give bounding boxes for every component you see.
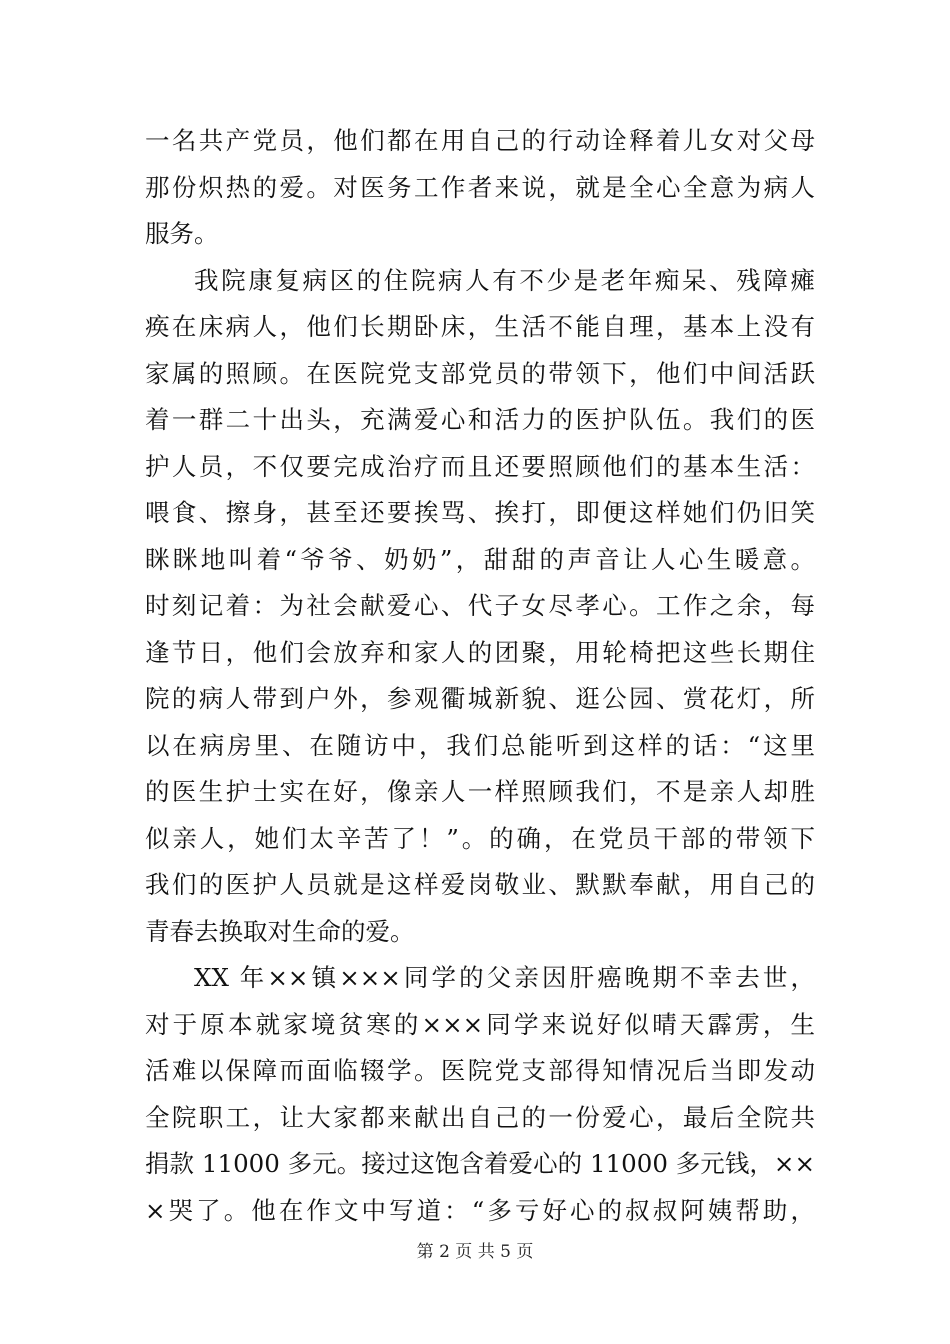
paragraph-first-line: XX 年××镇×××同学的父亲因肝癌晚期不幸去世， (194, 963, 815, 992)
text-line: 痪在床病人，他们长期卧床，生活不能自理，基本上没有 (145, 312, 815, 341)
text-line: 捐款 11000 多元。接过这饱含着爱心的 11000 多元钱，×× (145, 1149, 815, 1178)
text-line: 护人员，不仅要完成治疗而且还要照顾他们的基本生活： (145, 451, 815, 481)
text-line: 着一群二十出头，充满爱心和活力的医护队伍。我们的医 (145, 405, 815, 434)
text-line: 家属的照顾。在医院党支部党员的带领下，他们中间活跃 (145, 358, 815, 388)
text-line: 的医生护士实在好，像亲人一样照顾我们，不是亲人却胜 (145, 777, 815, 806)
text-line: 对于原本就家境贫寒的×××同学来说好似晴天霹雳，生 (145, 1009, 815, 1039)
text-line: 逢节日，他们会放弃和家人的团聚，用轮椅把这些长期住 (145, 637, 815, 667)
text-line: 时刻记着：为社会献爱心、代子女尽孝心。工作之余，每 (145, 591, 815, 620)
page-number-footer: 第 2 页 共 5 页 (416, 1242, 534, 1262)
text-line: 以在病房里、在随访中，我们总能听到这样的话：“这里 (145, 730, 815, 760)
text-line: 服务。 (145, 219, 219, 248)
text-line: 我们的医护人员就是这样爱岗敬业、默默奉献，用自己的 (145, 870, 815, 899)
text-line: 似亲人，她们太辛苦了！”。的确，在党员干部的带领下 (145, 823, 815, 853)
text-line: 眯眯地叫着“爷爷、奶奶”，甜甜的声音让人心生暖意。 (145, 544, 815, 574)
text-line: 全院职工，让大家都来献出自己的一份爱心，最后全院共 (145, 1102, 815, 1132)
text-line: 青春去换取对生命的爱。 (145, 916, 415, 946)
text-line: 那份炽热的爱。对医务工作者来说，就是全心全意为病人 (145, 172, 815, 202)
text-line: 活难以保障而面临辍学。医院党支部得知情况后当即发动 (145, 1056, 815, 1085)
body-text (145, 118, 815, 1234)
text-line: 一名共产党员，他们都在用自己的行动诠释着儿女对父母 (145, 126, 815, 155)
text-line: 院的病人带到户外，参观衢城新貌、逛公园、赏花灯，所 (145, 684, 815, 713)
text-line: ×哭了。他在作文中写道：“多亏好心的叔叔阿姨帮助， (145, 1195, 815, 1225)
paragraph-first-line: 我院康复病区的住院病人有不少是老年痴呆、残障瘫 (194, 265, 815, 295)
text-line: 喂食、擦身，甚至还要挨骂、挨打，即便这样她们仍旧笑 (145, 498, 815, 527)
